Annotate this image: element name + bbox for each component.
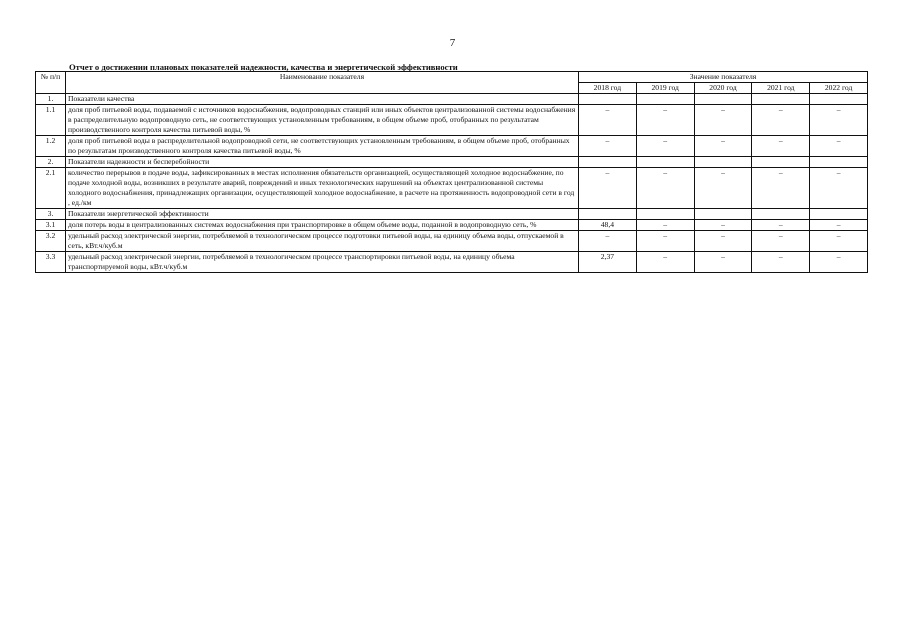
table-header-row	[36, 72, 868, 83]
indicator-value: –	[810, 252, 868, 273]
header-num: № п/п	[36, 72, 66, 94]
indicator-value: –	[810, 220, 868, 231]
row-number: 3.1	[36, 220, 66, 231]
indicator-value: –	[636, 252, 694, 273]
indicator-value: –	[636, 105, 694, 136]
row-number: 3.	[36, 209, 66, 220]
page-number: 7	[449, 37, 456, 49]
indicator-value: –	[694, 168, 752, 209]
indicator-value: –	[752, 252, 810, 273]
indicator-value: 2,37	[579, 252, 637, 273]
indicator-value: –	[810, 105, 868, 136]
table-row	[36, 105, 868, 136]
indicator-name: доля потерь воды в централизованных системах водоснабжения при транспортировке в общем объеме воды, поданной в водопроводную сеть, %	[66, 220, 579, 231]
row-number: 1.	[36, 94, 66, 105]
section-row	[36, 209, 868, 220]
indicator-value: –	[579, 168, 637, 209]
row-number: 3.2	[36, 231, 66, 252]
header-year: 2018 год	[579, 83, 637, 94]
row-number: 2.	[36, 157, 66, 168]
indicator-value: –	[752, 105, 810, 136]
header-name: Наименование показателя	[66, 72, 579, 94]
indicator-value: –	[694, 231, 752, 252]
section-title: Показатели энергетической эффективности	[66, 209, 579, 220]
table-row	[36, 231, 868, 252]
indicator-value: –	[810, 168, 868, 209]
indicator-value: –	[752, 168, 810, 209]
indicator-value: –	[752, 136, 810, 157]
header-value: Значение показателя	[579, 72, 868, 83]
row-number: 1.2	[36, 136, 66, 157]
indicator-value: –	[636, 231, 694, 252]
indicator-value: –	[579, 231, 637, 252]
section-row	[36, 157, 868, 168]
header-year: 2019 год	[636, 83, 694, 94]
header-year: 2021 год	[752, 83, 810, 94]
header-year: 2022 год	[810, 83, 868, 94]
row-number: 3.3	[36, 252, 66, 273]
table-row	[36, 220, 868, 231]
row-number: 1.1	[36, 105, 66, 136]
report-title: Отчет о достижении плановых показателей надежности, качества и энергетической эффективности	[69, 62, 458, 72]
table-row	[36, 252, 868, 273]
indicator-value: –	[636, 168, 694, 209]
indicator-name: количество перерывов в подаче воды, зафиксированных в местах исполнения обязательств организацией, осуществляющей холодное водоснабжение, по подаче холодной воды, возникших в результате аварий, повреждений и иных технологических нарушений на объектах централизованной системы холодного водоснабжения, принадлежащих организации, осуществляющей холодное водоснабжение, в расчете на протяженность водопроводной сети в год , ед./км	[66, 168, 579, 209]
indicator-value: –	[810, 231, 868, 252]
section-title: Показатели качества	[66, 94, 579, 105]
indicator-name: удельный расход электрической энергии, потребляемой в технологическом процессе подготовки питьевой воды, на единицу объема воды, отпускаемой в сеть, кВт.ч/куб.м	[66, 231, 579, 252]
indicator-value: –	[694, 220, 752, 231]
indicator-value: –	[694, 136, 752, 157]
indicator-value: –	[579, 136, 637, 157]
header-year: 2020 год	[694, 83, 752, 94]
indicators-table	[35, 71, 868, 273]
indicator-value: 48,4	[579, 220, 637, 231]
indicator-name: удельный расход электрической энергии, потребляемой в технологическом процессе транспортировки питьевой воды, на единицу объема транспортируемой воды, кВт.ч/куб.м	[66, 252, 579, 273]
row-number: 2.1	[36, 168, 66, 209]
table-row	[36, 136, 868, 157]
indicator-value: –	[752, 231, 810, 252]
indicator-value: –	[752, 220, 810, 231]
section-row	[36, 94, 868, 105]
indicator-value: –	[636, 136, 694, 157]
indicator-value: –	[636, 220, 694, 231]
indicator-value: –	[579, 105, 637, 136]
indicator-name: доля проб питьевой воды в распределительной водопроводной сети, не соответствующих установленным требованиям, в общем объеме проб, отобранных по результатам производственного контроля качества питьевой воды, %	[66, 136, 579, 157]
indicator-value: –	[694, 105, 752, 136]
table-row	[36, 168, 868, 209]
indicator-value: –	[810, 136, 868, 157]
indicator-name: доля проб питьевой воды, подаваемой с источников водоснабжения, водопроводных станций или иных объектов централизованной системы водоснабжения в распределительную водопроводную сеть, не соответствующих установленным требованиям, в общем объеме проб, отобранных по результатам производственного контроля качества питьевой воды, %	[66, 105, 579, 136]
indicator-value: –	[694, 252, 752, 273]
section-title: Показатели надежности и бесперебойности	[66, 157, 579, 168]
